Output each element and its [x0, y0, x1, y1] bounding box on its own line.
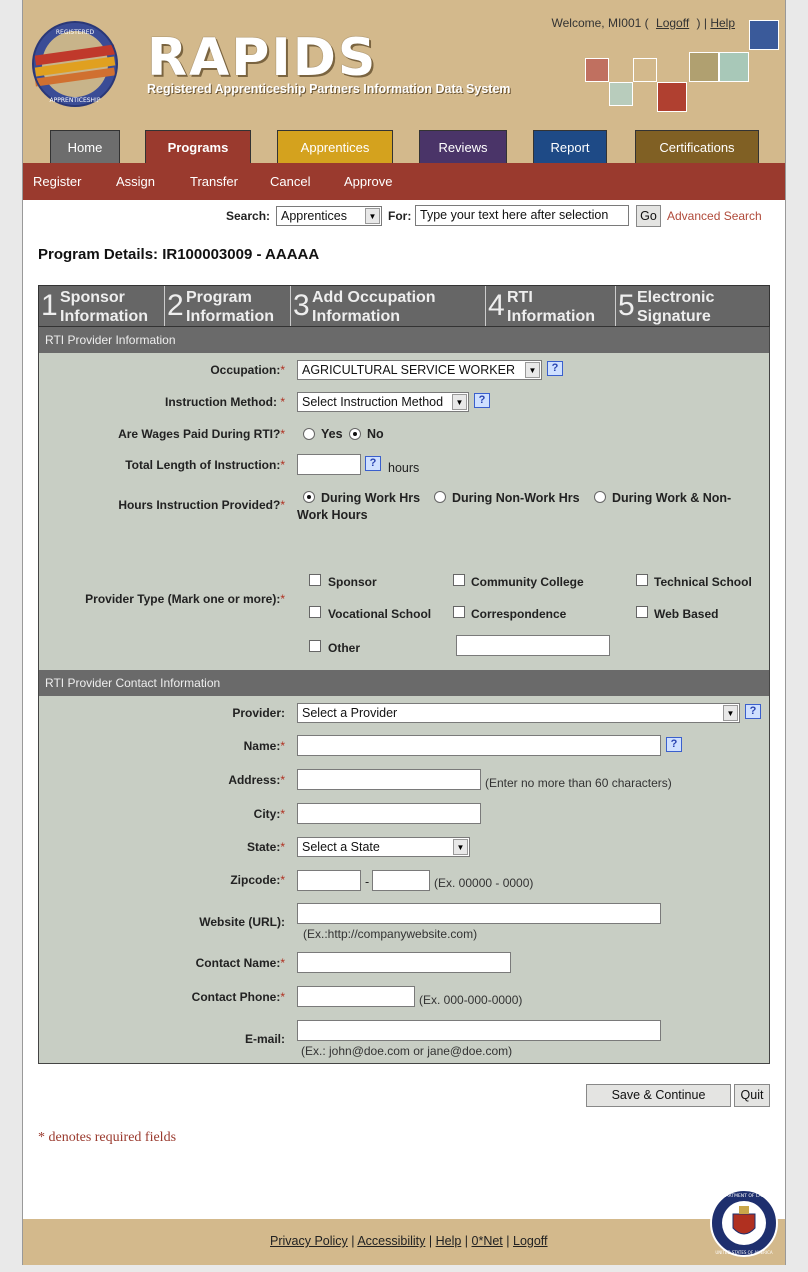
contact-phone-label: Contact Phone:*: [191, 990, 285, 1004]
help-icon[interactable]: ?: [365, 456, 381, 471]
welcome-text: Welcome, MI001 (: [551, 16, 649, 30]
footer-logoff-link[interactable]: Logoff: [513, 1234, 548, 1248]
go-button[interactable]: Go: [636, 205, 661, 227]
search-placeholder: Type your text here after selection: [420, 208, 609, 222]
city-input[interactable]: [297, 803, 481, 824]
provider-select[interactable]: [297, 703, 740, 723]
subnav-assign[interactable]: Assign: [116, 174, 156, 189]
subnav-transfer[interactable]: Transfer: [190, 174, 238, 189]
provider-value: Select a Provider: [302, 706, 398, 720]
zipcode-label: Zipcode:*: [230, 873, 285, 887]
email-label: E-mail:: [244, 1032, 285, 1046]
decor-square: [657, 82, 687, 112]
svg-text:APPRENTICESHIP: APPRENTICESHIP: [49, 97, 101, 104]
page: [22, 0, 786, 1265]
during-work-radio[interactable]: [303, 491, 315, 503]
length-label: Total Length of Instruction:*: [125, 458, 285, 472]
help-icon[interactable]: ?: [474, 393, 490, 408]
search-input[interactable]: [415, 205, 629, 226]
help-icon[interactable]: ?: [666, 737, 682, 752]
type-community-college-checkbox[interactable]: [453, 574, 465, 586]
type-other-input[interactable]: [456, 635, 610, 656]
hours-unit-label: hours: [388, 461, 420, 475]
quit-button[interactable]: Quit: [734, 1084, 770, 1107]
rapids-logo-icon: [31, 20, 119, 108]
occupation-select[interactable]: [297, 360, 542, 380]
help-link[interactable]: Help: [710, 16, 735, 30]
footer-privacy-link[interactable]: Privacy Policy: [270, 1234, 348, 1248]
decor-square: [689, 52, 719, 82]
step-number: 5: [618, 289, 635, 322]
type-technical-school-checkbox[interactable]: [636, 574, 648, 586]
welcome-bar: [552, 16, 735, 30]
hours-provided-label: Hours Instruction Provided?*: [118, 498, 285, 512]
step-number: 2: [167, 289, 184, 322]
address-label: Address:*: [228, 773, 285, 787]
state-select[interactable]: [297, 837, 470, 857]
state-value: Select a State: [302, 840, 380, 854]
footer-accessibility-link[interactable]: Accessibility: [357, 1234, 426, 1248]
wages-yes-label: Yes: [321, 427, 343, 441]
decor-square: [719, 52, 749, 82]
svg-text:DEPARTMENT OF LABOR: DEPARTMENT OF LABOR: [716, 1194, 772, 1199]
help-icon[interactable]: ?: [745, 704, 761, 719]
sub-navigation: [23, 163, 785, 200]
provider-type-label: Provider Type (Mark one or more):*: [85, 592, 285, 606]
search-bar: [23, 203, 785, 229]
save-continue-button[interactable]: Save & Continue: [586, 1084, 731, 1107]
during-work-label: During Work Hrs: [321, 491, 421, 505]
brand-title: RAPIDS: [147, 28, 378, 88]
step-5[interactable]: [616, 286, 769, 326]
during-nonwork-radio[interactable]: [434, 491, 446, 503]
step-number: 4: [488, 289, 505, 322]
phone-hint: (Ex. 000-000-0000): [419, 993, 523, 1007]
type-web-based-label: Web Based: [654, 607, 719, 621]
state-label: State:*: [246, 840, 285, 854]
footer-onet-link[interactable]: 0*Net: [471, 1234, 503, 1248]
step-label: Sponsor Information: [60, 289, 148, 325]
chevron-down-icon: ▼: [525, 362, 540, 378]
step-number: 1: [41, 289, 58, 322]
subnav-register[interactable]: Register: [33, 174, 82, 189]
occupation-value: AGRICULTURAL SERVICE WORKER: [302, 363, 516, 377]
tab-home[interactable]: Home: [50, 130, 120, 163]
chevron-down-icon: ▼: [723, 705, 738, 721]
advanced-search-link[interactable]: Advanced Search: [667, 209, 762, 223]
zipcode-input[interactable]: [297, 870, 361, 891]
rti-form-panel: [38, 327, 770, 1064]
during-both-radio[interactable]: [594, 491, 606, 503]
decor-square: [749, 20, 779, 50]
search-label: Search:: [226, 209, 271, 223]
during-both-label: During Work & Non-: [612, 491, 732, 505]
step-label: Add Occupation Information: [312, 289, 436, 325]
name-input[interactable]: [297, 735, 661, 756]
section-header-provider-info: RTI Provider Information: [39, 327, 769, 353]
footer: [23, 1219, 785, 1265]
zipcode-ext-input[interactable]: [372, 870, 430, 891]
header: [23, 0, 785, 163]
email-input[interactable]: [297, 1020, 661, 1041]
contact-name-label: Contact Name:*: [195, 956, 285, 970]
type-correspondence-label: Correspondence: [471, 607, 567, 621]
type-vocational-school-checkbox[interactable]: [309, 606, 321, 618]
subnav-cancel[interactable]: Cancel: [270, 174, 311, 189]
department-of-labor-seal-icon: [709, 1188, 779, 1258]
decor-square: [585, 58, 609, 82]
wages-yes-radio[interactable]: [303, 428, 315, 440]
step-1[interactable]: [39, 286, 165, 326]
tab-reviews[interactable]: Reviews: [419, 130, 507, 163]
type-technical-school-label: Technical School: [654, 575, 752, 589]
logoff-link[interactable]: Logoff: [656, 16, 690, 30]
brand-subtitle: Registered Apprenticeship Partners Information Data System: [147, 82, 511, 96]
instruction-method-select[interactable]: [297, 392, 469, 412]
step-label: Program Information: [186, 289, 274, 325]
contact-phone-input[interactable]: [297, 986, 415, 1007]
website-label: Website (URL):: [199, 915, 285, 929]
required-fields-note: * denotes required fields: [38, 1130, 177, 1145]
type-vocational-school-label: Vocational School: [328, 607, 432, 621]
email-hint: (Ex.: john@doe.com or jane@doe.com): [301, 1044, 513, 1058]
for-label: For:: [388, 209, 412, 223]
decor-square: [609, 82, 633, 106]
website-hint: (Ex.:http://companywebsite.com): [303, 927, 478, 941]
instruction-method-label: Instruction Method: *: [165, 395, 285, 409]
svg-text:UNITED STATES OF AMERICA: UNITED STATES OF AMERICA: [715, 1250, 773, 1255]
type-other-label: Other: [328, 641, 361, 655]
zip-dash: -: [365, 875, 370, 889]
chevron-down-icon: ▼: [452, 394, 467, 410]
address-hint: (Enter no more than 60 characters): [485, 776, 672, 790]
search-category-select[interactable]: [276, 206, 382, 226]
tab-certifications[interactable]: Certifications: [635, 130, 759, 163]
svg-text:REGISTERED: REGISTERED: [55, 29, 95, 36]
provider-label: Provider:: [232, 706, 285, 720]
chevron-down-icon: ▼: [365, 208, 380, 224]
step-number: 3: [293, 289, 310, 322]
occupation-label: Occupation:*: [210, 363, 285, 377]
tab-apprentices[interactable]: Apprentices: [277, 130, 393, 163]
help-icon[interactable]: ?: [547, 361, 563, 376]
address-input[interactable]: [297, 769, 481, 790]
length-input[interactable]: [297, 454, 361, 475]
chevron-down-icon: ▼: [453, 839, 468, 855]
type-sponsor-label: Sponsor: [328, 575, 377, 589]
type-other-checkbox[interactable]: [309, 640, 321, 652]
footer-links: Privacy Policy | Accessibility | Help | 0*Net | Logoff: [270, 1234, 548, 1248]
search-category-value: Apprentices: [281, 209, 348, 223]
tab-report[interactable]: Report: [533, 130, 607, 163]
type-correspondence-checkbox[interactable]: [453, 606, 465, 618]
during-nonwork-label: During Non-Work Hrs: [452, 491, 580, 505]
type-community-college-label: Community College: [471, 575, 584, 589]
during-both-label-cont: Work Hours: [297, 508, 368, 522]
section-header-contact-info: RTI Provider Contact Information: [39, 670, 769, 696]
step-2[interactable]: [165, 286, 291, 326]
progress-steps: [38, 285, 770, 327]
step-4[interactable]: [486, 286, 616, 326]
page-title: Program Details: IR100003009 - AAAAA: [38, 246, 320, 263]
wages-no-label: No: [367, 427, 384, 441]
type-web-based-checkbox[interactable]: [636, 606, 648, 618]
decor-square: [633, 58, 657, 82]
type-sponsor-checkbox[interactable]: [309, 574, 321, 586]
zip-hint: (Ex. 00000 - 0000): [434, 876, 534, 890]
subnav-approve[interactable]: Approve: [344, 174, 393, 189]
name-label: Name:*: [243, 739, 285, 753]
step-label: RTI Information: [507, 289, 595, 325]
tab-programs[interactable]: Programs: [145, 130, 251, 163]
footer-help-link[interactable]: Help: [435, 1234, 462, 1248]
wages-paid-label: Are Wages Paid During RTI?*: [118, 427, 285, 441]
separator: ) |: [696, 16, 707, 30]
step-label: Electronic Signature: [637, 289, 715, 325]
website-input[interactable]: [297, 903, 661, 924]
instruction-method-value: Select Instruction Method: [302, 395, 444, 409]
city-label: City:*: [253, 807, 285, 821]
step-3[interactable]: [291, 286, 486, 326]
contact-name-input[interactable]: [297, 952, 511, 973]
wages-no-radio[interactable]: [349, 428, 361, 440]
